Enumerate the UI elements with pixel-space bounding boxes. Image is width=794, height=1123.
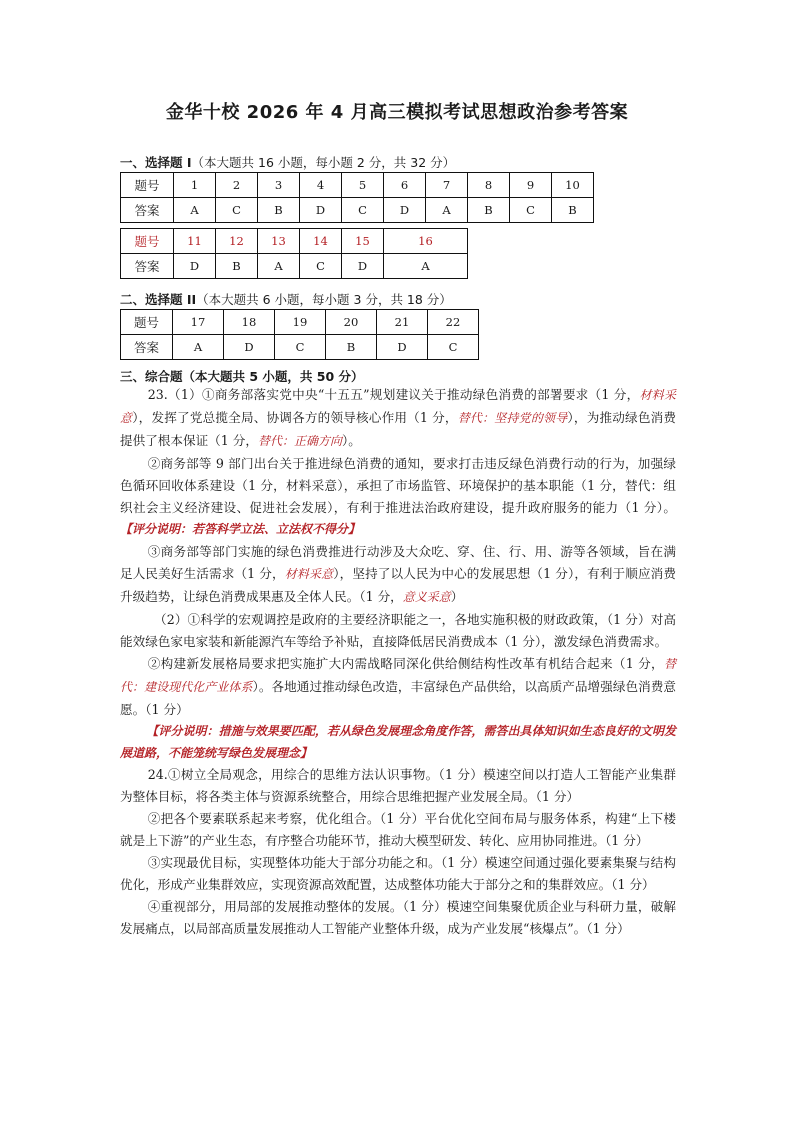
table-row xyxy=(121,335,479,360)
question-number: 7 xyxy=(426,173,468,198)
q23-2-point-2: ②构建新发展格局要求把实施扩大内需战略同深化供给侧结构性改革有机结合起来（1 分，替代：建设现代化产业体系）。各地通过推动绿色改造，丰富绿色产品供给，以高质产品增强绿色消费意愿。（1 分） xyxy=(120,655,676,717)
row-label-answer: 答案 xyxy=(121,254,174,279)
section-1-heading xyxy=(120,153,455,171)
table-row xyxy=(121,198,594,223)
question-number: 10 xyxy=(552,173,594,198)
answer-cell: C xyxy=(300,254,342,279)
question-number: 18 xyxy=(224,310,275,335)
answer-cell: C xyxy=(275,335,326,360)
q23-1-point-1: 23.（1）①商务部落实党中央“十五五”规划建议关于推动绿色消费的部署要求（1 分，材料采意），发挥了党总揽全局、协调各方的领导核心作用（1 分，替代：坚持党的领导），为推动绿色消费提供了根本保证（1 分，替代：正确方向）。 xyxy=(120,387,676,448)
answer-cell: A xyxy=(426,198,468,223)
answer-cell: D xyxy=(377,335,428,360)
answer-cell: C xyxy=(510,198,552,223)
question-number: 21 xyxy=(377,310,428,335)
answer-cell: B xyxy=(216,254,258,279)
answer-cell: A xyxy=(258,254,300,279)
answer-cell: A xyxy=(173,335,224,360)
q24-point-4: ④重视部分，用局部的发展推动整体的发展。（1 分）模速空间集聚优质企业与科研力量，破解发展痛点，以局部高质量发展推动人工智能产业整体升级，成为产业发展“核爆点”。（1 分） xyxy=(120,898,676,936)
table-row xyxy=(121,254,468,279)
answer-cell: C xyxy=(216,198,258,223)
answer-cell: B xyxy=(326,335,377,360)
answer-cell: A xyxy=(174,198,216,223)
scoring-note: 【评分说明：措施与效果要匹配，若从绿色发展理念角度作答，需答出具体知识如生态良好的文明发展道路，不能笼统写绿色发展理念】 xyxy=(120,723,676,760)
section-2-note: （本大题共 6 小题，每小题 3 分，共 18 分） xyxy=(196,292,452,307)
answer-table-11-16 xyxy=(120,228,468,279)
question-number: 9 xyxy=(510,173,552,198)
row-label-question: 题号 xyxy=(121,229,174,254)
section-1-note: （本大题共 16 小题，每小题 2 分，共 32 分） xyxy=(191,155,456,170)
question-number: 16 xyxy=(384,229,468,254)
row-label-question: 题号 xyxy=(121,173,174,198)
question-number: 20 xyxy=(326,310,377,335)
answer-table-1-10 xyxy=(120,172,594,223)
question-number: 17 xyxy=(173,310,224,335)
q23-2-point-1: （2）①科学的宏观调控是政府的主要经济职能之一，各地实施积极的财政政策，（1 分）对高能效绿色家电家装和新能源汽车等给予补贴，直接降低居民消费成本（1 分），激发绿色消费需求。 xyxy=(120,612,676,649)
question-number: 2 xyxy=(216,173,258,198)
section-3-heading: 三、综合题（本大题共 5 小题，共 50 分） xyxy=(120,369,364,384)
q24-point-2: ②把各个要素联系起来考察，优化组合。（1 分）平台优化空间布局与服务体系，构建“上下楼就是上下游”的产业生态，有序整合功能环节，推动大模型研发、转化、应用协同推进。（1 分） xyxy=(120,811,676,849)
answer-cell: B xyxy=(258,198,300,223)
question-number: 13 xyxy=(258,229,300,254)
q23-1-point-3: ③商务部等部门实施的绿色消费推进行动涉及大众吃、穿、住、行、用、游等各领域，旨在满足人民美好生活需求（1 分，材料采意），坚持了以人民为中心的发展思想（1 分），有利于顺应消费升级趋势，让绿色消费成果惠及全体人民。（1 分，意义采意） xyxy=(120,544,676,605)
question-number: 8 xyxy=(468,173,510,198)
question-number: 22 xyxy=(428,310,479,335)
row-label-answer: 答案 xyxy=(121,198,174,223)
section-1-title: 一、选择题 I xyxy=(120,155,192,170)
row-label-question: 题号 xyxy=(121,310,173,335)
scoring-note: 【评分说明：若答科学立法、立法权不得分】 xyxy=(120,522,361,537)
answer-cell: C xyxy=(342,198,384,223)
answer-cell: D xyxy=(300,198,342,223)
row-label-answer: 答案 xyxy=(121,335,173,360)
answer-cell: D xyxy=(174,254,216,279)
question-number: 14 xyxy=(300,229,342,254)
answer-cell: B xyxy=(552,198,594,223)
question-number: 3 xyxy=(258,173,300,198)
question-number: 5 xyxy=(342,173,384,198)
question-number: 19 xyxy=(275,310,326,335)
section-2-heading xyxy=(120,290,452,308)
table-row xyxy=(121,310,479,335)
table-row xyxy=(121,229,468,254)
answer-cell: D xyxy=(384,198,426,223)
comprehensive-answers xyxy=(120,384,676,940)
question-number: 1 xyxy=(174,173,216,198)
q24-point-1: 24.①树立全局观念，用综合的思维方法认识事物。（1 分）模速空间以打造人工智能产业集群为整体目标，将各类主体与资源系统整合，用综合思维把握产业发展全局。（1 分） xyxy=(120,767,676,805)
question-number: 4 xyxy=(300,173,342,198)
page-title: 金华十校 2026 年 4 月高三模拟考试思想政治参考答案 xyxy=(165,102,629,123)
answer-cell: D xyxy=(224,335,275,360)
question-number: 11 xyxy=(174,229,216,254)
question-number: 15 xyxy=(342,229,384,254)
answer-cell: A xyxy=(384,254,468,279)
answer-cell: C xyxy=(428,335,479,360)
question-number: 12 xyxy=(216,229,258,254)
question-number: 6 xyxy=(384,173,426,198)
q24-point-3: ③实现最优目标，实现整体功能大于部分功能之和。（1 分）模速空间通过强化要素集聚与结构优化，形成产业集群效应，实现资源高效配置，达成整体功能大于部分之和的集群效应。（1 分） xyxy=(120,855,676,892)
answer-cell: D xyxy=(342,254,384,279)
table-row xyxy=(121,173,594,198)
section-2-title: 二、选择题 II xyxy=(120,292,197,307)
q23-1-point-2: ②商务部等 9 部门出台关于推进绿色消费的通知，要求打击违反绿色消费行动的行为，加强绿色循环回收体系建设（1 分，材料采意），承担了市场监管、环境保护的基本职能（1 分，替代：组织社会主义经济建设、促进社会发展），有利于推进法治政府建设，提升政府服务的能力（1 分）。【评分说明：若答科学立法、立法权不得分】 xyxy=(120,455,676,537)
answer-table-17-22 xyxy=(120,309,479,360)
answer-cell: B xyxy=(468,198,510,223)
